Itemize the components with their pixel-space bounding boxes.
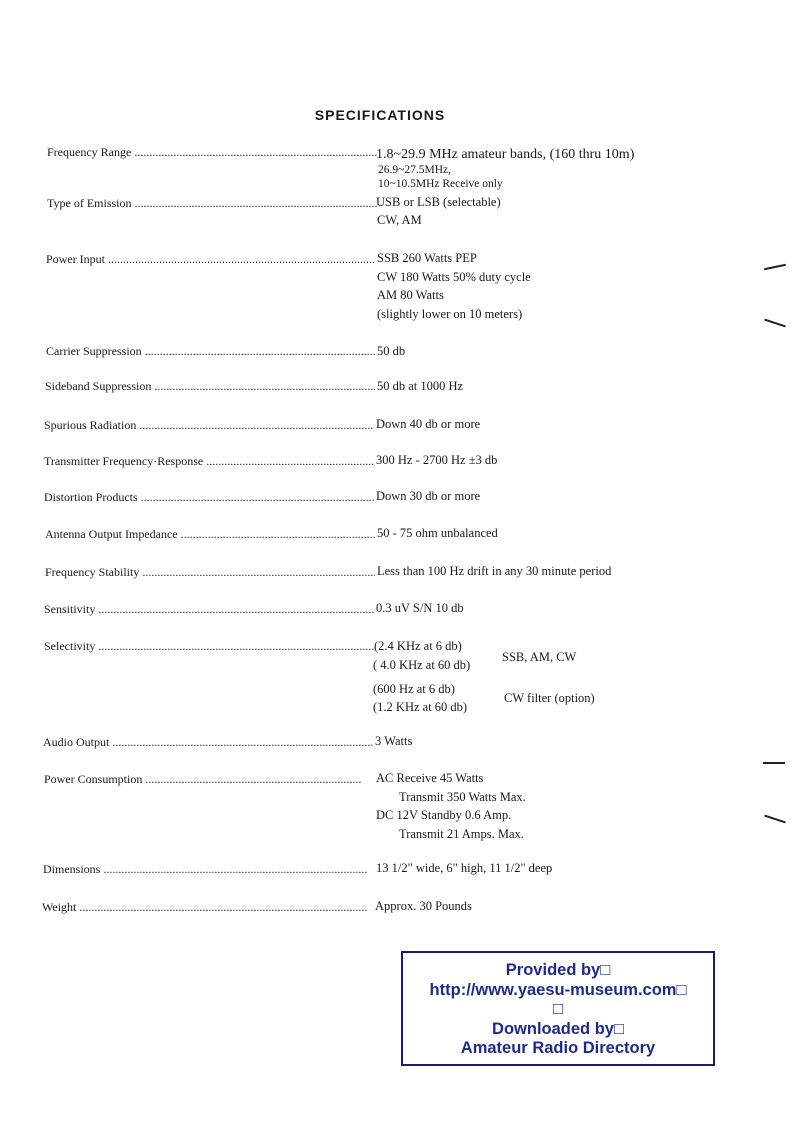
spec-value-sensitivity: 0.3 uV S/N 10 db <box>376 601 464 615</box>
spec-label-sideband: Sideband Suppression ..... <box>45 378 375 394</box>
spec-value-spurious: Down 40 db or more <box>376 417 481 431</box>
spec-label-frequency-range: Frequency Range ..... <box>47 144 377 160</box>
scan-mark <box>764 815 786 824</box>
spec-value-consumption-ac: AC Receive 45 Watts <box>376 771 484 785</box>
spec-value-frequency-cb: 26.9~27.5MHz, <box>378 164 451 176</box>
spec-label-sensitivity: Sensitivity ..... <box>44 601 374 617</box>
spec-value-response: 300 Hz - 2700 Hz ±3 db <box>376 453 498 467</box>
spec-label-distortion: Distortion Products ..... <box>44 489 374 505</box>
spec-value-audio: 3 Watts <box>375 734 413 748</box>
credit-provided-by: Provided by□ <box>505 961 611 979</box>
spec-value-consumption-dc: DC 12V Standby 0.6 Amp. <box>376 808 512 822</box>
spec-value-consumption-dc-tx: Transmit 21 Amps. Max. <box>399 827 524 841</box>
spec-value-power-am: AM 80 Watts <box>377 288 444 302</box>
spec-value-frequency-range: 1.8~29.9 MHz amateur bands, (160 thru 10m) <box>376 147 635 162</box>
scan-mark <box>764 319 786 328</box>
spec-label-audio: Audio Output ..... <box>43 734 373 750</box>
spec-value-emission-1: USB or LSB (selectable) <box>376 195 501 209</box>
spec-label-selectivity: Selectivity ..... <box>44 638 374 654</box>
spec-value-consumption-tx: Transmit 350 Watts Max. <box>399 790 526 804</box>
spec-label-emission: Type of Emission ..... <box>47 195 377 211</box>
spec-label-consumption: Power Consumption ..... <box>44 771 362 787</box>
spec-value-frequency-receive: 10~10.5MHz Receive only <box>378 178 503 190</box>
credit-box <box>401 951 715 1066</box>
spec-value-power-cw: CW 180 Watts 50% duty cycle <box>377 270 531 284</box>
credit-downloaded-by: Downloaded by□ <box>492 1019 624 1038</box>
credit-url-link[interactable]: http://www.yaesu-museum.com□ <box>429 980 687 999</box>
spec-value-power-ssb: SSB 260 Watts PEP <box>377 251 477 265</box>
spec-value-selectivity-modes: SSB, AM, CW <box>502 650 577 664</box>
spec-value-stability: Less than 100 Hz drift in any 30 minute period <box>377 564 612 578</box>
spec-label-impedance: Antenna Output Impedance ..... <box>45 526 375 542</box>
spec-value-distortion: Down 30 db or more <box>376 489 481 503</box>
spec-value-dimensions: 13 1/2" wide, 6" high, 11 1/2" deep <box>376 861 553 875</box>
spec-label-dimensions: Dimensions ..... <box>43 861 368 877</box>
spec-label-weight: Weight ..... <box>42 899 368 915</box>
spec-label-carrier: Carrier Suppression ..... <box>46 343 376 359</box>
scan-mark <box>763 762 785 764</box>
spec-label-stability: Frequency Stability ..... <box>45 564 375 580</box>
spec-label-power-input: Power Input ..... <box>46 251 376 267</box>
credit-blank-box: □ <box>553 1000 563 1018</box>
spec-value-sideband: 50 db at 1000 Hz <box>377 379 464 393</box>
spec-value-selectivity-filter: CW filter (option) <box>504 691 595 705</box>
spec-value-selectivity-4: (1.2 KHz at 60 db) <box>373 700 468 714</box>
spec-value-weight: Approx. 30 Pounds <box>375 899 472 913</box>
spec-value-power-note: (slightly lower on 10 meters) <box>377 307 523 321</box>
page-title: SPECIFICATIONS <box>314 107 446 123</box>
scan-mark <box>764 264 786 271</box>
spec-value-selectivity-2: ( 4.0 KHz at 60 db) <box>373 658 471 672</box>
credit-directory: Amateur Radio Directory <box>460 1039 656 1057</box>
spec-label-response: Transmitter Frequency·Response ..... <box>44 453 374 469</box>
spec-value-impedance: 50 - 75 ohm unbalanced <box>377 526 498 540</box>
spec-value-emission-2: CW, AM <box>377 213 422 227</box>
spec-value-selectivity-1: (2.4 KHz at 6 db) <box>374 639 462 653</box>
spec-label-spurious: Spurious Radiation ..... <box>44 417 374 433</box>
spec-value-carrier: 50 db <box>377 344 406 358</box>
spec-value-selectivity-3: (600 Hz at 6 db) <box>373 682 455 696</box>
